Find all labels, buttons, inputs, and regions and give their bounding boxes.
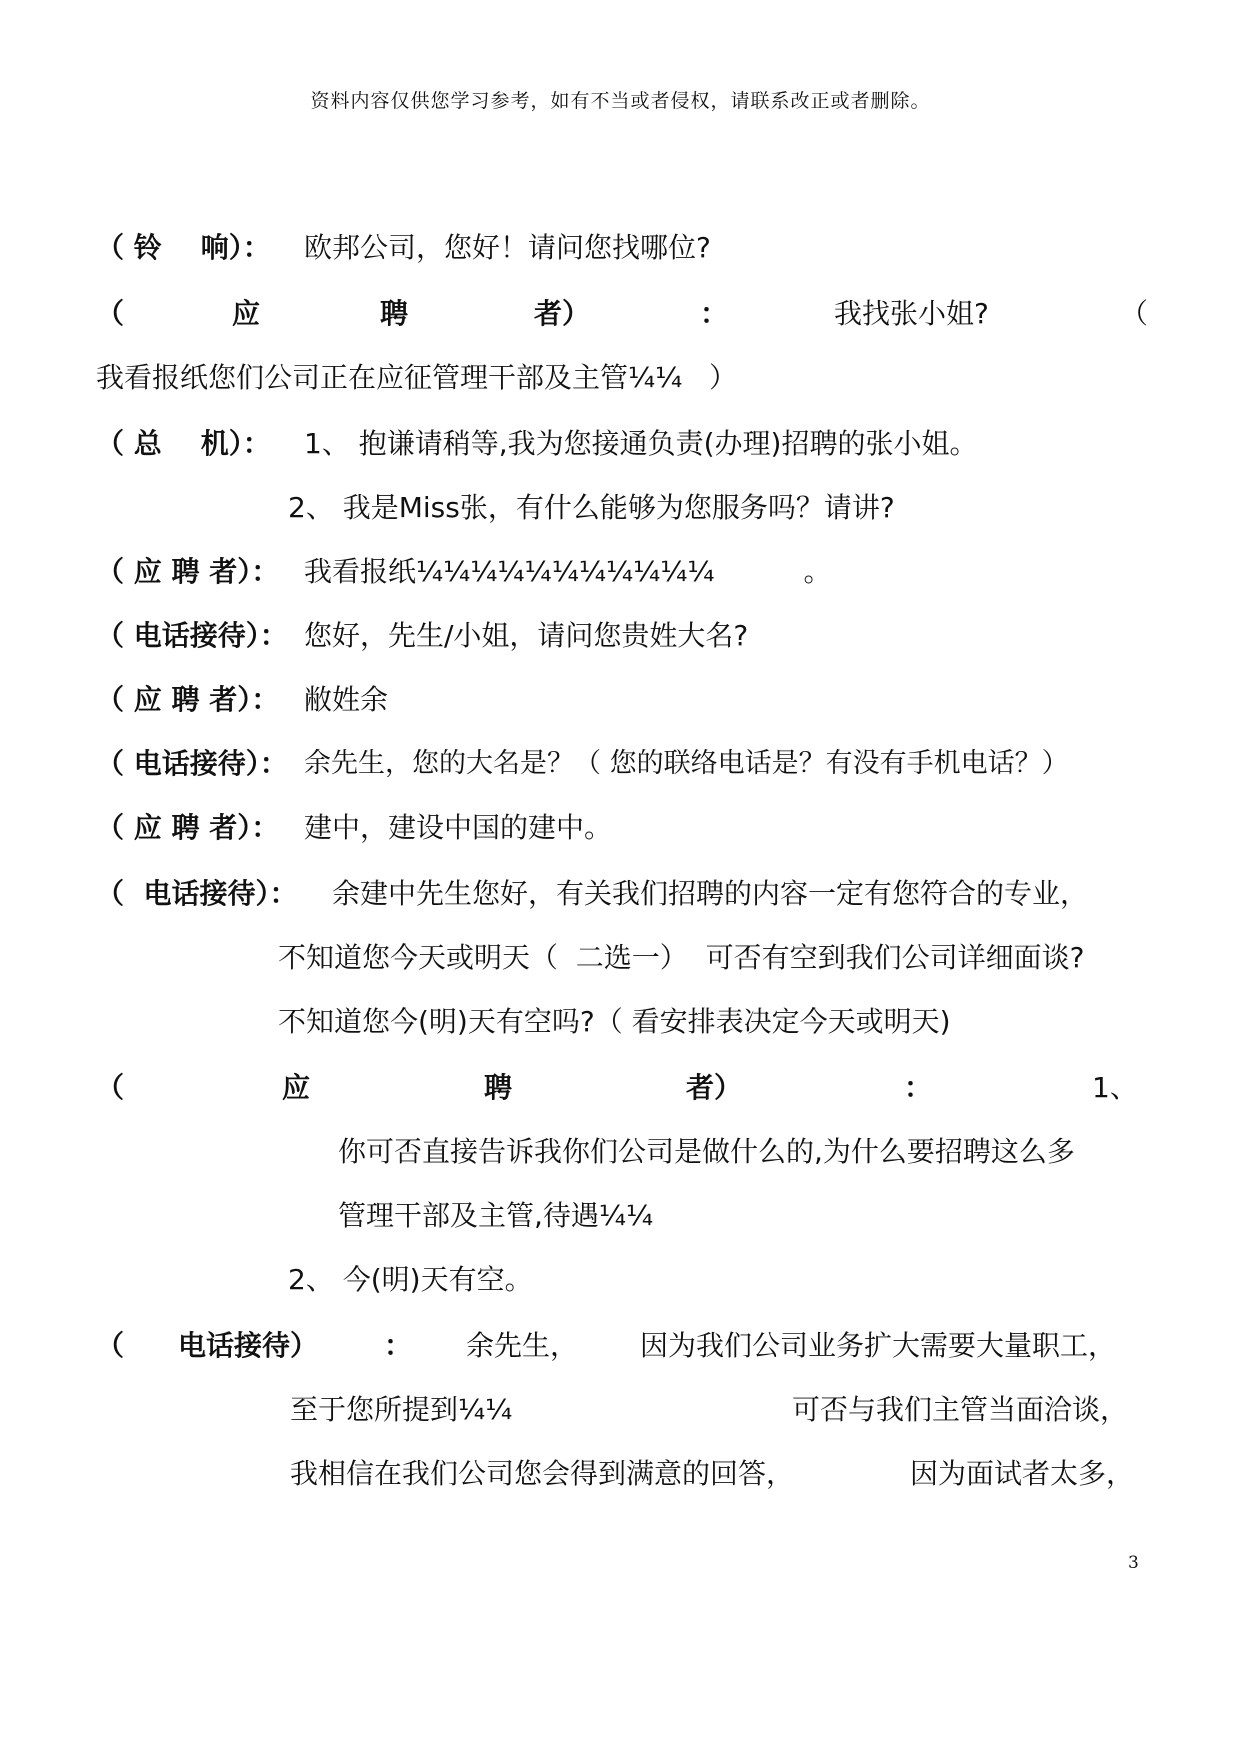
speaker-char: 者）: [686, 1071, 743, 1104]
dialogue-text: 余先生，: [466, 1329, 579, 1362]
dialogue-text: 我找张小姐?: [834, 297, 989, 330]
dialogue-text: 您好，先生/小姐，请问您贵姓大名?: [304, 619, 749, 652]
list-number: 1、: [1092, 1071, 1138, 1104]
speaker-label: （ 应 聘 者）：: [96, 683, 280, 716]
speaker-label: （ 电话接待）：: [96, 747, 288, 780]
page-number: 3: [1128, 1553, 1139, 1573]
colon: ：: [700, 297, 729, 330]
speaker-label: （ 铃 响）：: [96, 231, 271, 264]
dialogue-text: 余先生，您的大名是？（ 您的联络电话是？有没有手机电话？）: [304, 748, 1069, 779]
speaker-label: （ 电话接待）：: [96, 619, 288, 652]
dialogue-text: 我看报纸¼¼¼¼¼¼¼¼¼¼¼ 。: [304, 555, 832, 588]
dialogue-text: 1、 抱谦请稍等,我为您接通负责(办理)招聘的张小姐。: [304, 427, 978, 460]
speaker-char: 应: [232, 297, 261, 330]
paren-open: （: [96, 1329, 125, 1362]
paren-open: （: [1120, 297, 1149, 330]
colon: ：: [904, 1071, 933, 1104]
dialogue-text: 2、 今(明)天有空。: [288, 1263, 533, 1296]
dialogue-text: 我相信在我们公司您会得到满意的回答，: [290, 1457, 795, 1490]
speaker-char: 聘: [484, 1071, 513, 1104]
dialogue-text: 因为面试者太多，: [910, 1457, 1135, 1490]
speaker-char: 者）: [534, 297, 591, 330]
dialogue-text: 管理干部及主管,待遇¼¼: [338, 1199, 654, 1232]
dialogue-text: 建中，建设中国的建中。: [304, 811, 613, 844]
paren-open: （: [96, 297, 125, 330]
speaker-label: （ 应 聘 者）：: [96, 811, 280, 844]
colon: ：: [384, 1329, 413, 1362]
speaker-label: （ 总 机）：: [96, 427, 271, 460]
dialogue-text: 因为我们公司业务扩大需要大量职工，: [640, 1329, 1117, 1362]
dialogue-text: 你可否直接告诉我你们公司是做什么的,为什么要招聘这么多: [338, 1135, 1075, 1168]
speaker-label: （ 电话接待）：: [96, 877, 298, 910]
disclaimer-header: 资料内容仅供您学习参考，如有不当或者侵权，请联系改正或者删除。: [310, 90, 931, 112]
speaker-char: 聘: [380, 297, 409, 330]
speaker-label: （ 应 聘 者）：: [96, 555, 280, 588]
dialogue-text: 不知道您今天或明天（ 二选一） 可否有空到我们公司详细面谈?: [278, 941, 1085, 974]
dialogue-text: 2、 我是Miss张，有什么能够为您服务吗？请讲?: [288, 491, 895, 524]
dialogue-text: 我看报纸您们公司正在应征管理干部及主管¼¼ ）: [96, 361, 737, 394]
dialogue-text: 敝姓余: [304, 683, 389, 716]
speaker-label: 电话接待）: [178, 1329, 319, 1362]
dialogue-text: 余建中先生您好，有关我们招聘的内容一定有您符合的专业，: [332, 877, 1089, 910]
speaker-char: 应: [282, 1071, 311, 1104]
paren-open: （: [96, 1071, 125, 1104]
dialogue-text: 至于您所提到¼¼: [290, 1393, 513, 1426]
dialogue-text: 欧邦公司，您好！请问您找哪位?: [304, 231, 711, 264]
dialogue-text: 不知道您今(明)天有空吗?（ 看安排表决定今天或明天): [278, 1005, 951, 1038]
dialogue-text: 可否与我们主管当面洽谈，: [792, 1393, 1129, 1426]
